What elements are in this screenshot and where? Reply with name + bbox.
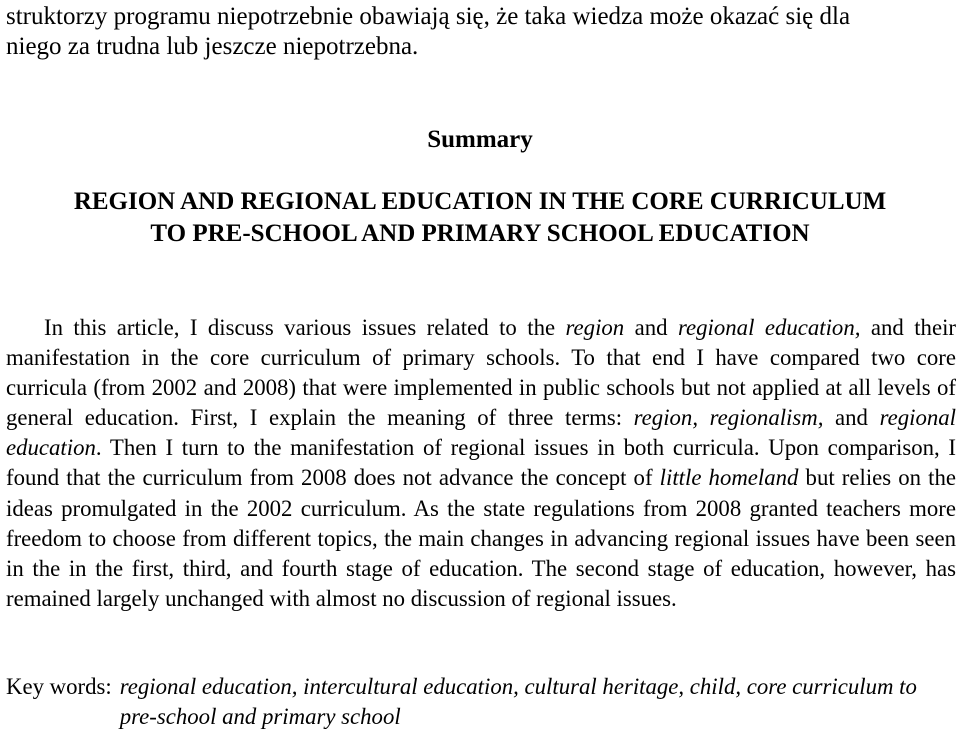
title-line-2: TO PRE-SCHOOL AND PRIMARY SCHOOL EDUCATION (150, 220, 810, 247)
keywords-list: regional education, intercultural education, cultural heritage, child, core curriculum to pre-school and primary school (119, 674, 917, 729)
abstract-text-1: In this article, I discuss various issues related to the (44, 315, 566, 340)
abstract-paragraph (6, 313, 956, 614)
abstract-text-4: and (823, 405, 880, 431)
abstract-text-2: and (624, 315, 678, 340)
term-regional-education: regional education, (678, 315, 861, 340)
summary-heading: Summary (427, 126, 533, 153)
abstract-text-5: . Then I turn to the manifestation of regional issues in both curricula. Upon comparison, I found that the curriculum from 2008 does not advance the concept of (6, 435, 956, 491)
term-list: region, regionalism, (633, 405, 824, 431)
title-line-1: REGION AND REGIONAL EDUCATION IN THE CORE CURRICULUM (73, 188, 887, 215)
article-title (0, 186, 960, 250)
abstract-text-3: and their manifestation in the core curriculum of primary schools. To that end I have compared two core curricula (from 2002 and 2008) that were implemented in public schools but not applied at all levels of general education. First, I explain the meaning of three terms: (6, 315, 956, 431)
intro-line-2: niego za trudna lub jeszcze niepotrzebna. (6, 33, 419, 60)
term-little-homeland: little homeland (659, 465, 799, 491)
term-regional-education-2: regional education (6, 405, 956, 461)
intro-paragraph (6, 2, 956, 62)
keywords-section (6, 672, 956, 732)
intro-line-1: struktorzy programu niepotrzebnie obawiają się, że taka wiedza może okazać się dla (6, 3, 851, 30)
abstract-text-6: but relies on the ideas promulgated in the 2002 curriculum. As the state regulations from 2008 granted teachers more freedom to choose from different topics, the main changes in advancing regional issues have been seen in the in the first, third, and fourth stage of education. The second stage of education, however, has remained largely unchanged with almost no discussion of regional issues. (6, 465, 956, 611)
keywords-label: Key words: (6, 674, 112, 699)
term-region: region (565, 315, 625, 340)
